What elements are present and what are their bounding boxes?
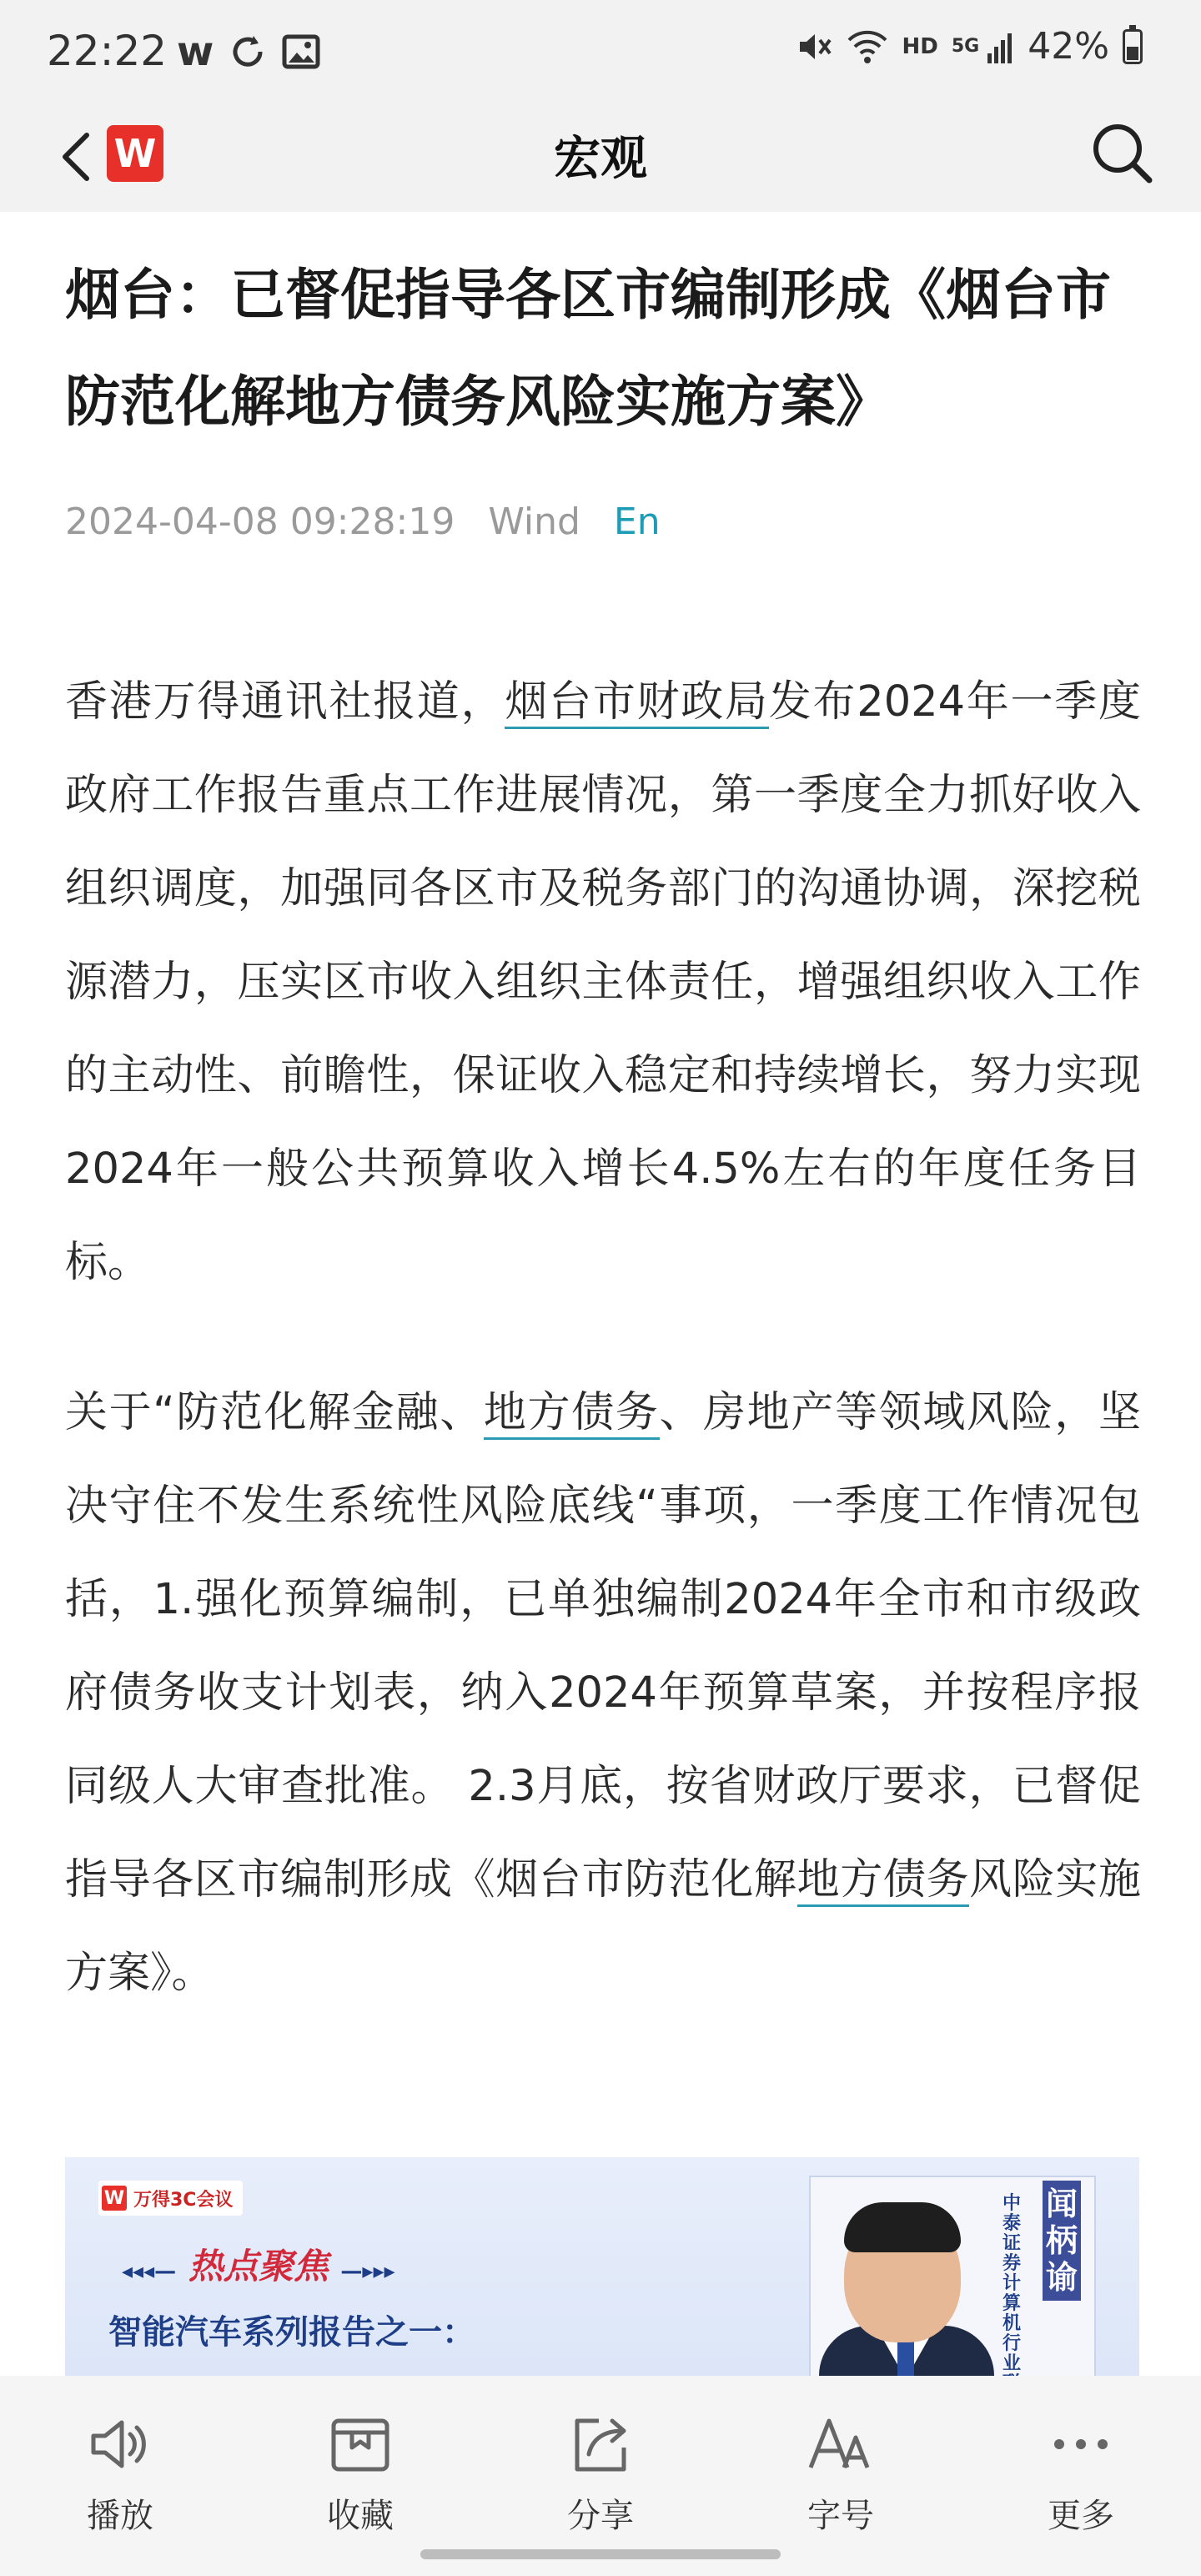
status-right-icons bbox=[796, 25, 1143, 68]
ad-brand bbox=[98, 2181, 243, 2216]
share-icon bbox=[565, 2409, 636, 2479]
speaker-hair bbox=[844, 2202, 961, 2252]
play-label: 播放 bbox=[87, 2497, 153, 2535]
article-paragraph-1 bbox=[65, 656, 1141, 1310]
ad-title: 智能汽车系列报告之一： bbox=[108, 2313, 475, 2352]
wind-logo: W bbox=[107, 125, 163, 182]
article-title: 烟台：已督促指导各区市编制形成《烟台市防范化解地方债务风险实施方案》 bbox=[65, 263, 1111, 434]
wifi-icon bbox=[847, 28, 888, 65]
favorite-label: 收藏 bbox=[327, 2497, 394, 2535]
ad-brand-name: 万得3C会议 bbox=[133, 2189, 234, 2211]
topic-link-local-debt-2[interactable]: 地方债务 bbox=[797, 1855, 970, 1907]
wind-logo-small: W bbox=[102, 2186, 127, 2211]
font-size-icon bbox=[806, 2409, 876, 2479]
arrows-right-icon: —▸▸▸ bbox=[340, 2259, 395, 2284]
battery-level bbox=[1127, 47, 1138, 59]
paragraph-text: 、房地产等领域风险，坚决守住不发生系统性风险底线“事项，一季度工作情况包括，1.强化预算编制，已单独编制2024年全市和市级政府债务收支计划表，纳入2024年预算草案，并按程序报同级人大审查批准。 2.3月底，按省财政厅要求，已督促指导各区市编制形成《烟台市防范化解 bbox=[65, 1388, 1141, 1904]
paragraph-text: 风险实施方案》。 bbox=[65, 1855, 1141, 1998]
page-title: 宏观 bbox=[554, 132, 647, 186]
font-size-button[interactable] bbox=[782, 2409, 899, 2537]
article-meta bbox=[65, 501, 661, 543]
status-left-icons bbox=[177, 28, 320, 75]
ad-tag bbox=[122, 2239, 395, 2289]
share-label: 分享 bbox=[567, 2497, 634, 2535]
bottom-toolbar bbox=[0, 2376, 1201, 2576]
top-nav bbox=[0, 100, 1201, 212]
battery-icon bbox=[1123, 29, 1143, 64]
speaker-photo bbox=[809, 2176, 1096, 2379]
battery-percent: 42% bbox=[1028, 25, 1109, 68]
more-button[interactable] bbox=[1023, 2409, 1139, 2537]
more-label: 更多 bbox=[1048, 2497, 1114, 2535]
sync-icon bbox=[229, 33, 267, 71]
topic-link-local-debt[interactable]: 地方债务 bbox=[484, 1388, 660, 1440]
article-source: Wind bbox=[488, 501, 580, 543]
article-paragraph-2 bbox=[65, 1366, 1141, 2020]
status-time: 22:22 bbox=[47, 27, 168, 75]
network-type: HD bbox=[902, 33, 938, 59]
search-icon[interactable] bbox=[1084, 115, 1159, 190]
paragraph-text: 关于“防范化解金融、 bbox=[65, 1388, 484, 1437]
english-toggle-link[interactable]: En bbox=[613, 501, 661, 543]
ad-banner[interactable] bbox=[65, 2157, 1139, 2376]
ad-tag-text: 热点聚焦 bbox=[188, 2246, 329, 2287]
paragraph-text: 发布2024年一季度政府工作报告重点工作进展情况，第一季度全力抓好收入组织调度，加强同各区市及税务部门的沟通协调，深挖税源潜力，压实区市收入组织主体责任，增强组织收入工作的主动性、前瞻性，保证收入稳定和持续增长，努力实现2024年一般公共预算收入增长4.5%左右的年度任务目标。 bbox=[65, 677, 1141, 1287]
speaker-name: 闻柄谕 bbox=[1043, 2181, 1081, 2301]
signal-label: 5G bbox=[951, 36, 980, 57]
arrows-left-icon: ◂◂◂— bbox=[122, 2259, 177, 2284]
article-date: 2024-04-08 09:28:19 bbox=[65, 501, 455, 543]
home-indicator[interactable] bbox=[420, 2549, 781, 2559]
speaker-icon bbox=[85, 2409, 155, 2479]
entity-link-yantai-finance-bureau[interactable]: 烟台市财政局 bbox=[505, 677, 768, 729]
bookmark-box-icon bbox=[325, 2409, 395, 2479]
more-dots-icon bbox=[1046, 2409, 1116, 2479]
status-bar bbox=[0, 0, 1201, 100]
app-notification-icon: w bbox=[177, 28, 214, 75]
image-icon bbox=[282, 33, 320, 71]
signal-icon bbox=[986, 28, 1014, 65]
play-button[interactable] bbox=[62, 2409, 178, 2537]
favorite-button[interactable] bbox=[302, 2409, 419, 2537]
speaker-role: 中泰证券计算机行业 bbox=[1003, 2193, 1022, 2374]
paragraph-text: 香港万得通讯社报道， bbox=[65, 677, 505, 727]
font-size-label: 字号 bbox=[807, 2497, 874, 2535]
share-button[interactable] bbox=[542, 2409, 659, 2537]
mute-icon bbox=[796, 28, 833, 65]
